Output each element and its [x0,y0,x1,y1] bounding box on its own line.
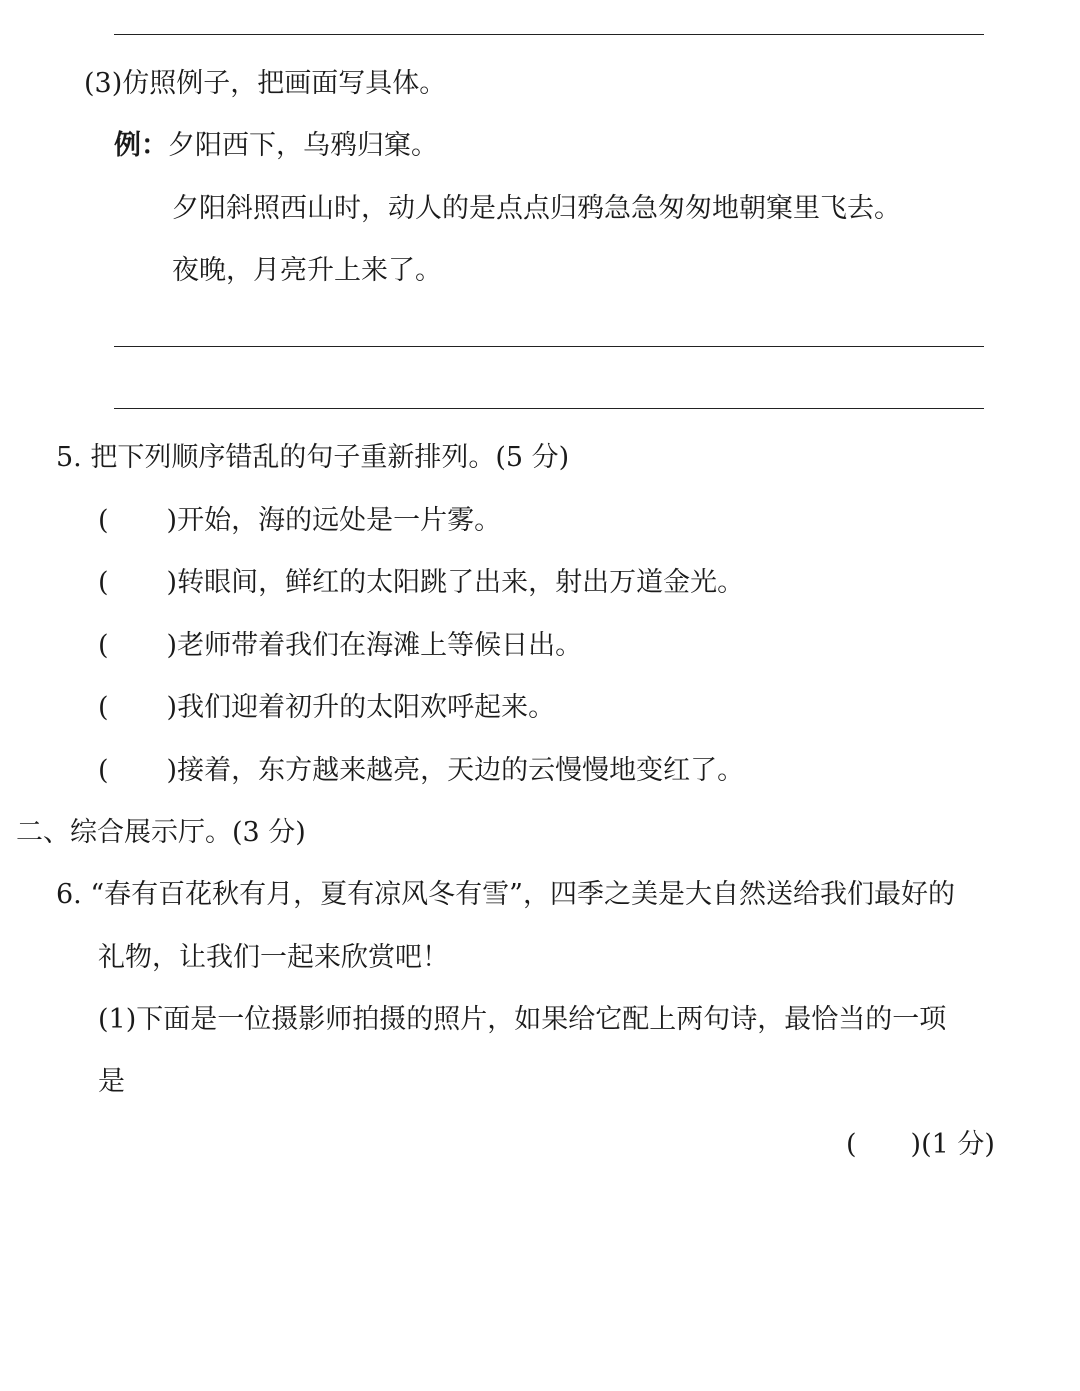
q5-number: 5. [56,442,82,473]
q5-item-text: 老师带着我们在海滩上等候日出。 [177,630,583,661]
answer-line-top[interactable] [114,34,984,35]
q6-sub1-line1: (1)下面是一位摄影师拍摄的照片，如果给它配上两句诗，最恰当的一项 [98,1004,947,1035]
task-line: 夜晚，月亮升上来了。 [172,255,442,286]
example-line2: 夕阳斜照西山时，动人的是点点归鸦急急匆匆地朝窠里飞去。 [172,193,901,224]
section2-heading: 二、综合展示厅。(3 分) [16,817,306,848]
q5-item-text: 转眼间，鲜红的太阳跳了出来，射出万道金光。 [177,567,745,598]
q6-text-line1: “春有百花秋有月，夏有凉风冬有雪”，四季之美是大自然送给我们最好的 [90,879,955,910]
q5-item-text: 我们迎着初升的太阳欢呼起来。 [177,692,556,723]
q5-item-text: 接着，东方越来越亮，天边的云慢慢地变红了。 [177,755,745,786]
q6-answer-score: (1 分) [921,1129,995,1160]
q6-number: 6. [56,879,82,910]
answer-line-1[interactable] [114,346,984,347]
example-line1: 夕阳西下，乌鸦归窠。 [168,130,438,161]
example-block [114,132,438,159]
q5-prompt [56,444,569,471]
q5-item-text: 开始，海的远处是一片雾。 [177,505,502,536]
q5-text: 把下列顺序错乱的句子重新排列。(5 分) [90,442,570,473]
example-label: 例： [114,130,168,161]
q6-line1 [56,881,955,908]
q6-line2: 礼物，让我们一起来欣赏吧！ [98,942,449,973]
q4-3-prompt: (3)仿照例子，把画面写具体。 [84,68,447,99]
q6-sub1-line2: 是 [98,1066,125,1097]
q5-item: ( )接着，东方越来越亮，天边的云慢慢地变红了。 [98,755,745,786]
q5-item: ( )老师带着我们在海滩上等候日出。 [98,630,583,661]
q5-item: ( )开始，海的远处是一片雾。 [98,505,502,536]
answer-line-2[interactable] [114,408,984,409]
q6-answer: ( )(1 分) [846,1129,995,1160]
q5-item: ( )转眼间，鲜红的太阳跳了出来，射出万道金光。 [98,567,745,598]
q5-item: ( )我们迎着初升的太阳欢呼起来。 [98,692,556,723]
